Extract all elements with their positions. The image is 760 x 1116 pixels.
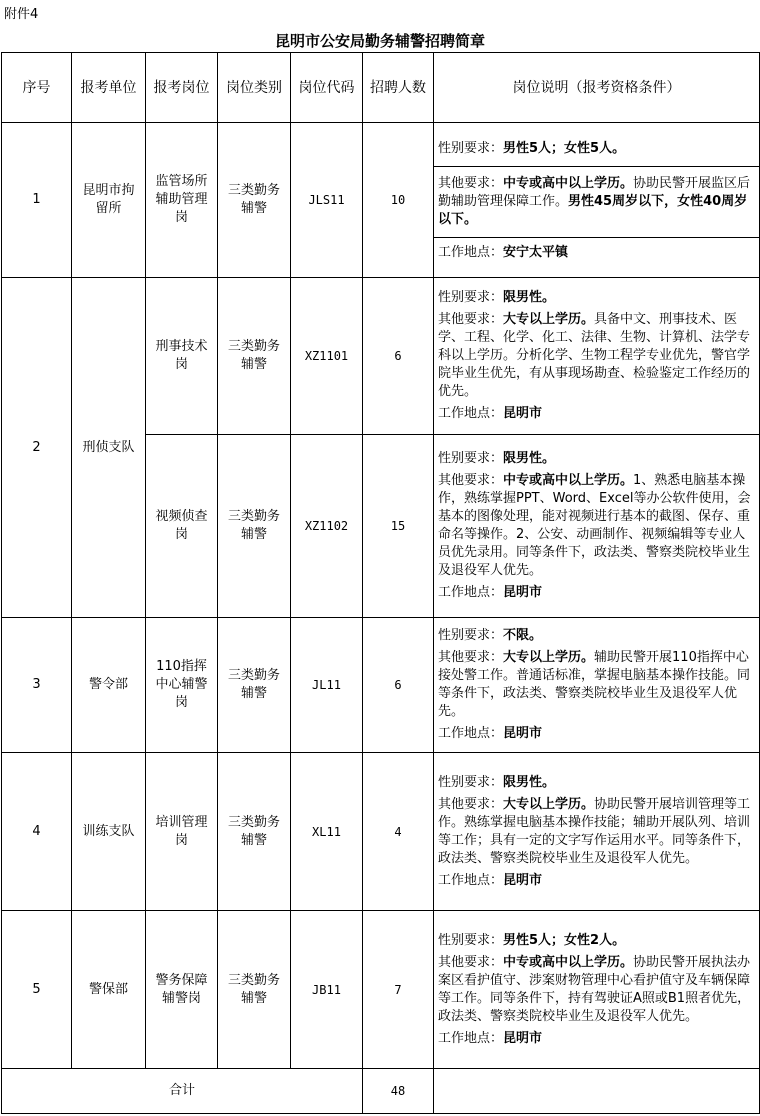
table-row [2,911,760,1069]
cell-count: 15 [363,435,434,618]
page-title: 昆明市公安局勤务辅警招聘简章 [274,32,485,50]
cell-category: 三类勤务辅警 [218,618,291,753]
header-post: 报考岗位 [146,53,218,123]
annex-label: 附件4 [4,7,39,22]
cell-post: 视频侦查岗 [146,435,218,618]
cell-post: 警务保障辅警岗 [146,911,218,1069]
cell-category: 三类勤务辅警 [218,753,291,911]
work-location: 工作地点：安宁太平镇 [434,237,759,262]
cell-unit: 警令部 [72,618,146,753]
cell-code: XZ1101 [291,278,363,435]
cell-count: 6 [363,618,434,753]
cell-category: 三类勤务辅警 [218,435,291,618]
gender-requirement: 性别要求：限男性。 [438,774,556,790]
work-location: 工作地点：昆明市 [438,726,543,741]
cell-seq: 3 [2,618,72,753]
cell-description [434,753,760,911]
cell-description [434,278,760,435]
work-location: 工作地点：昆明市 [438,1030,543,1046]
cell-unit: 警保部 [72,911,146,1069]
cell-code: JB11 [291,911,363,1069]
cell-code: JL11 [291,618,363,753]
cell-description [434,123,760,278]
table-row [2,753,760,911]
header-code: 岗位代码 [291,53,363,123]
gender-requirement: 性别要求：限男性。 [438,290,556,305]
table-row [2,618,760,753]
cell-code: XL11 [291,753,363,911]
total-value: 48 [363,1069,434,1114]
cell-count: 6 [363,278,434,435]
total-row [2,1069,760,1114]
header-description: 岗位说明（报考资格条件） [434,53,760,123]
cell-post: 刑事技术岗 [146,278,218,435]
other-requirement: 其他要求：大专以上学历。辅助民警开展110指挥中心接处警工作。普通话标准，掌握电脑基本操作技能。同等条件下，政法类、警察类院校毕业生及退役军人优先。 [438,650,751,719]
cell-seq: 4 [2,753,72,911]
gender-requirement: 性别要求：不限。 [438,628,543,643]
total-empty-cell [434,1069,760,1114]
work-location: 工作地点：昆明市 [438,585,543,600]
work-location: 工作地点：昆明市 [438,872,543,888]
cell-description [434,618,760,753]
header-seq: 序号 [2,53,72,123]
other-requirement: 其他要求：大专以上学历。协助民警开展培训管理等工作。熟练掌握电脑基本操作技能；辅助开展队列、培训等工作；具有一定的文字写作运用水平。同等条件下，政法类、警察类院校毕业生及退役军人优先。 [438,796,751,866]
cell-unit: 训练支队 [72,753,146,911]
table-row [2,278,760,435]
gender-requirement: 性别要求：男性5人；女性5人。 [434,138,759,167]
recruitment-table [1,52,760,1114]
cell-seq: 2 [2,278,72,618]
cell-unit: 刑侦支队 [72,278,146,618]
cell-category: 三类勤务辅警 [218,123,291,278]
other-requirement: 其他要求：中专或高中以上学历。协助民警开展监区后勤辅助管理保障工作。男性45周岁以下，女性40周岁以下。 [438,176,751,227]
cell-description [434,911,760,1069]
cell-description [434,435,760,618]
header-category: 岗位类别 [218,53,291,123]
cell-unit: 昆明市拘留所 [72,123,146,278]
gender-requirement: 性别要求：限男性。 [438,451,556,466]
header-count: 招聘人数 [363,53,434,123]
cell-code: JLS11 [291,123,363,278]
cell-seq: 5 [2,911,72,1069]
cell-category: 三类勤务辅警 [218,911,291,1069]
cell-seq: 1 [2,123,72,278]
cell-category: 三类勤务辅警 [218,278,291,435]
cell-count: 10 [363,123,434,278]
cell-count: 4 [363,753,434,911]
cell-post: 培训管理岗 [146,753,218,911]
other-requirement: 其他要求：中专或高中以上学历。1、熟悉电脑基本操作，熟练掌握PPT、Word、Excel等办公软件使用，会基本的图像处理，能对视频进行基本的截图、保存、重命名等操作。2、公安、动画制作、视频编辑等专业人员优先录用。同等条件下，政法类、警察类院校毕业生及退役军人优先。 [438,473,751,578]
table-row [2,123,760,278]
other-requirement: 其他要求：大专以上学历。具备中文、刑事技术、医学、工程、化学、化工、法律、生物、计算机、法学专科以上学历。分析化学、生物工程学专业优先，警官学院毕业生优先，有从事现场勘查、检验鉴定工作经历的优先。 [438,312,751,399]
total-label: 合计 [2,1069,363,1114]
cell-count: 7 [363,911,434,1069]
cell-code: XZ1102 [291,435,363,618]
header-unit: 报考单位 [72,53,146,123]
cell-post: 监管场所辅助管理岗 [146,123,218,278]
table-header-row [2,53,760,123]
other-requirement: 其他要求：中专或高中以上学历。协助民警开展执法办案区看护值守、涉案财物管理中心看护值守及车辆保障等工作。同等条件下，持有驾驶证A照或B1照者优先，政法类、警察类院校毕业生及退役军人优先。 [438,954,751,1024]
gender-requirement: 性别要求：男性5人；女性2人。 [438,932,626,948]
work-location: 工作地点：昆明市 [438,406,543,421]
cell-post: 110指挥中心辅警岗 [146,618,218,753]
